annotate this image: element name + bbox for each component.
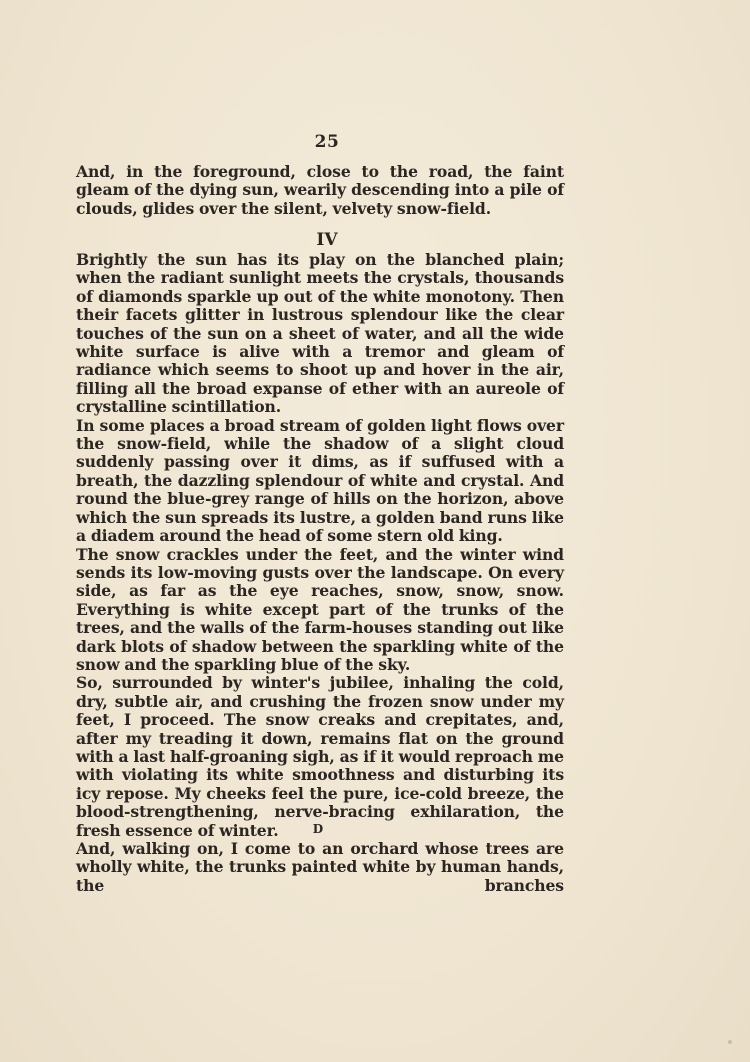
section-body [76, 251, 564, 895]
paper-speck [728, 1040, 732, 1044]
signature-mark: D [312, 822, 324, 836]
page-number: 25 [314, 132, 340, 152]
paragraph: Brightly the sun has its play on the blanched plain; when the radiant sunlight meets the crystals, thousands of diamonds sparkle up out of the white monotony. Then their facets glitter in lustrous splendour like the clear touches of the sun on a sheet of water, and all the wide white surface is alive with a tremor and gleam of radiance which seems to shoot up and hover in the air, filling all the broad expanse of ether with an aureole of crystalline scintillation. [76, 250, 564, 417]
paragraph: So, surrounded by winter's jubilee, inhaling the cold, dry, subtle air, and crushing the frozen snow under my feet, I proceed. The snow creaks and crepitates, and, after my treading it down, remains flat on the ground with a last half-groaning sigh, as if it would reproach me with violating its white smoothness and disturbing its icy repose. My cheeks feel the pure, ice-cold breeze, the blood-strengthening, nerve-bracing exhilaration, the fresh essence of winter. [76, 673, 564, 840]
paragraph: And, in the foreground, close to the road, the faint gleam of the dying sun, wearily descending into a pile of clouds, glides over the silent, velvety snow-field. [76, 162, 564, 218]
paragraph: The snow crackles under the feet, and the winter wind sends its low-moving gusts over the landscape. On every side, as far as the eye reaches, snow, snow, snow. Everything is white except part of the trunks of the trees, and the walls of the farm-houses standing out like dark blots of shadow between the sparkling white of the snow and the sparkling blue of the sky. [76, 544, 564, 674]
paragraph: In some places a broad stream of golden light flows over the snow-field, while the shadow of a slight cloud suddenly passing over it dims, as if suffused with a breath, the dazzling splendour of white and crystal. And round the blue-grey range of hills on the horizon, above which the sun spreads its lustre, a golden band runs like a diadem around the head of some stern old king. [76, 415, 564, 546]
paragraph: And, walking on, I come to an orchard whose trees are wholly white, the trunks painted white by human hands, the branches [76, 839, 564, 895]
section-heading: IV [316, 230, 338, 250]
intro-paragraph [76, 163, 564, 218]
